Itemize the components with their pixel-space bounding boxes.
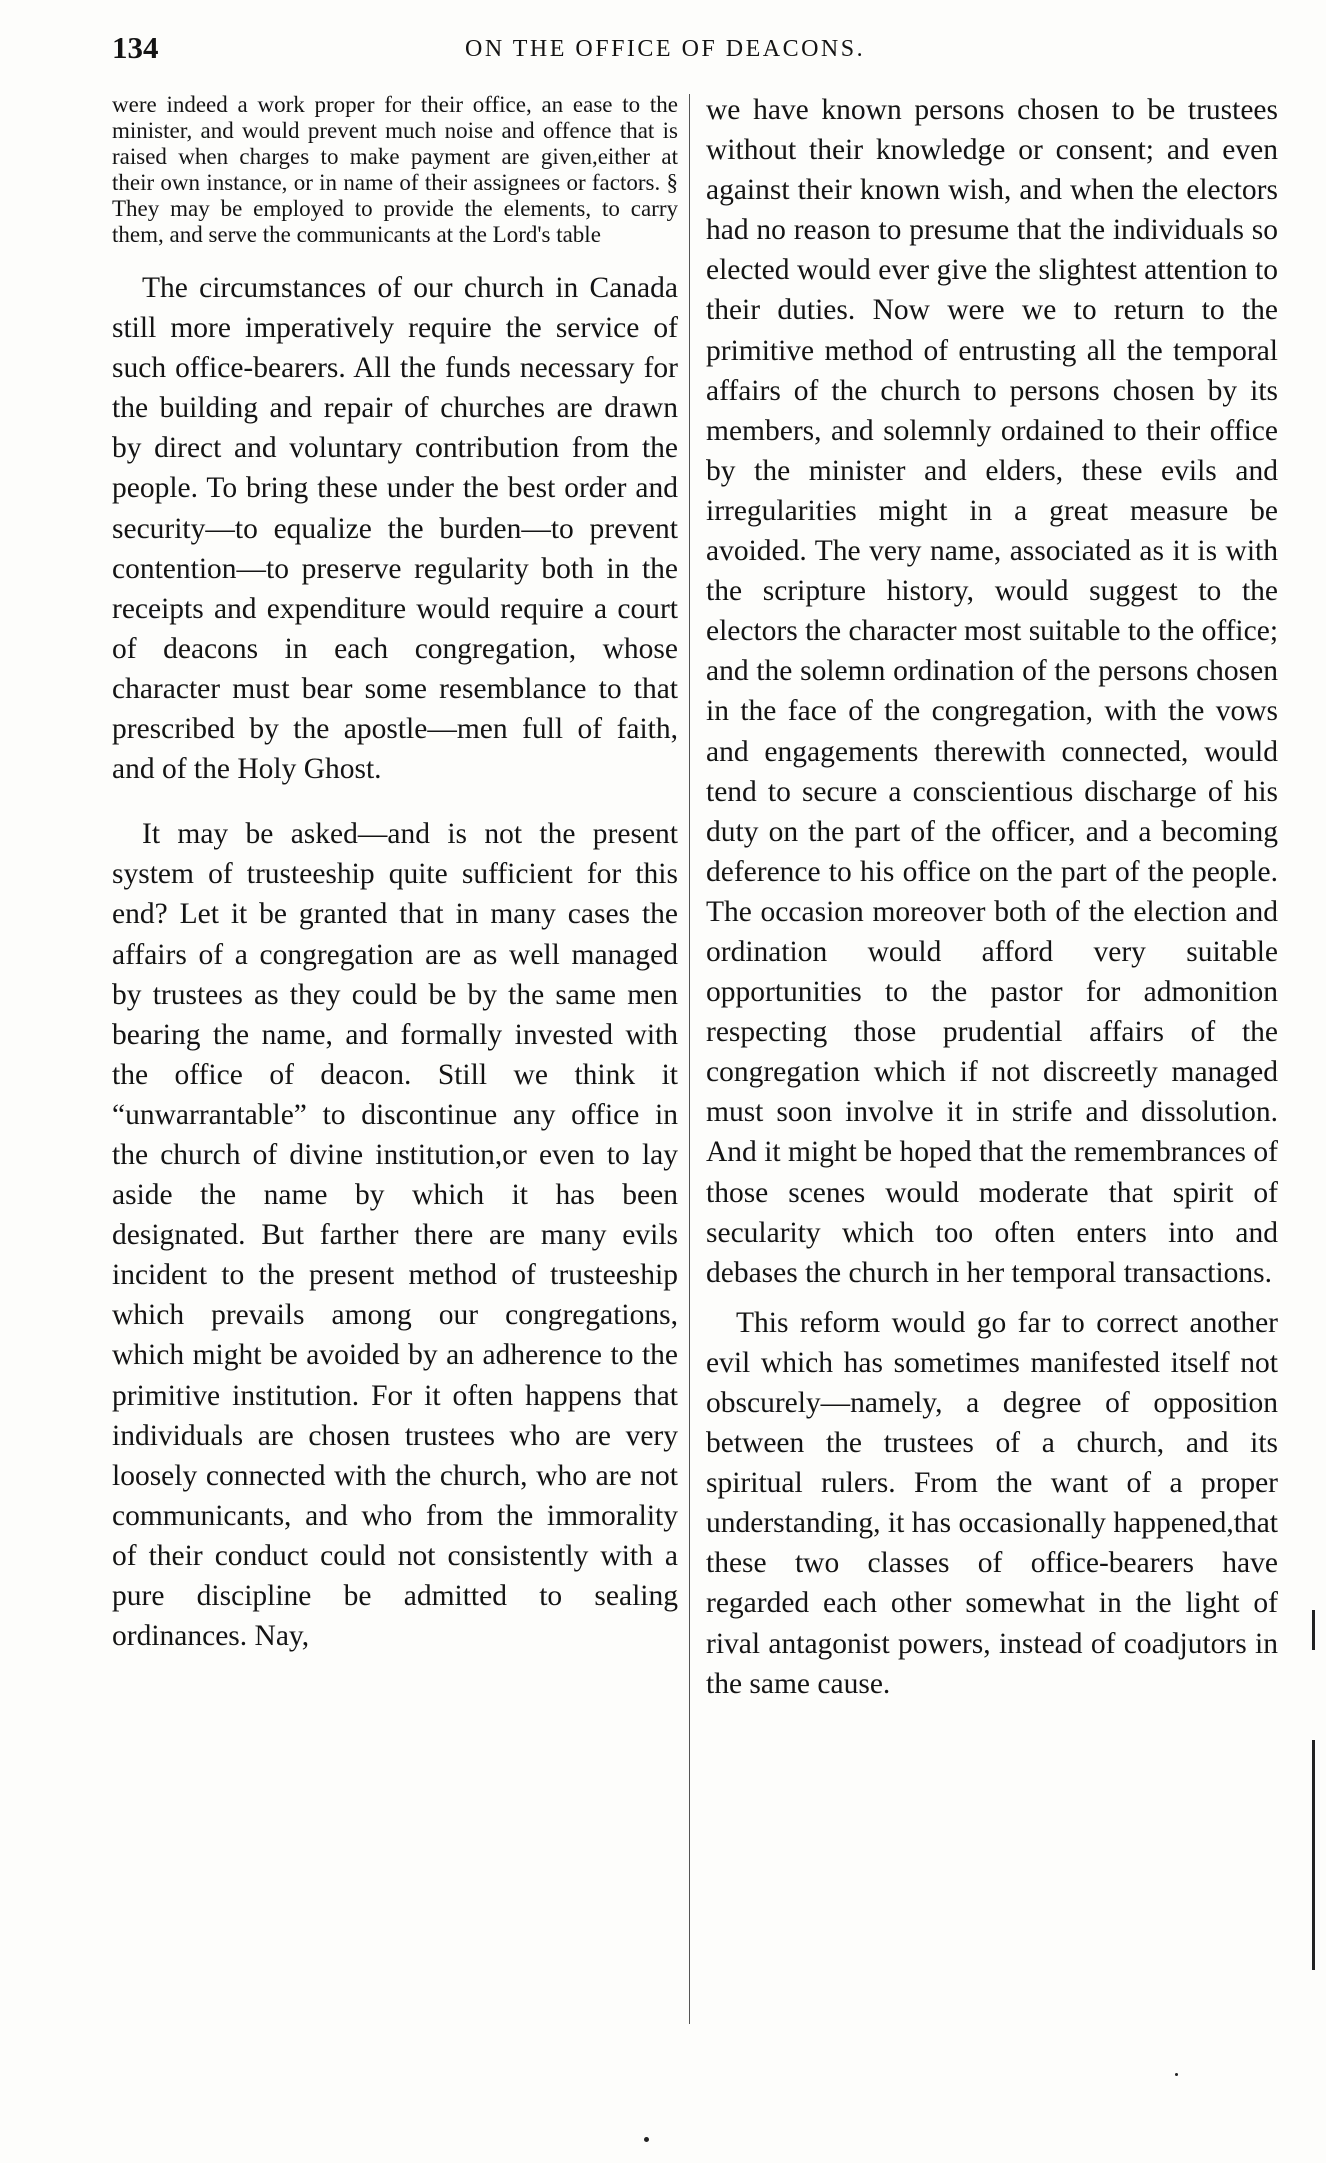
right-column	[706, 90, 1278, 1704]
scan-edge-mark	[1312, 1740, 1315, 1970]
column-divider	[689, 94, 690, 2024]
stray-ink-dot	[644, 2137, 649, 2142]
stray-ink-dot	[1175, 2073, 1178, 2076]
paragraph-trusteeship-question: It may be asked—and is not the present system of trusteeship quite sufficient for this end? Let it be granted that in many cases the affairs of a congregation are as well managed by trustees as they could be by the same men bearing the name, and formally invested with the office of deacon. Still we think it “unwarrantable” to discontinue any office in the church of divine institution,or even to lay aside the name by which it has been designated. But farther there are many evils incident to the present method of trusteeship which prevails among our congregations, which might be avoided by an adherence to the primitive institution. For it often happens that individuals are chosen trustees who are very loosely connected with the church, who are not communicants, and who from the immorality of their conduct could not consistently with a pure discipline be admitted to sealing ordinances. Nay,	[112, 818, 678, 1653]
paragraph-trustees-chosen: we have known persons chosen to be trustees without their knowledge or consent; and even against their known wish, and when the electors had no reason to presume that the individuals so elected would ever give the slightest attention to their duties. Now were we to return to the primitive method of entrusting all the temporal affairs of the church to persons chosen by its members, and solemnly ordained to their office by the minister and elders, these evils and irregularities might in a great measure be avoided. The very name, associated as it is with the scripture history, would suggest to the electors the character most suitable to the office; and the solemn ordination of the persons chosen in the face of the congregation, with the vows and engagements therewith connected, would tend to secure a conscientious discharge of his duty on the part of the officer, and a becoming deference to his office on the part of the people. The occasion moreover both of the election and ordination would afford very suitable opportunities to the pastor for admonition respecting those prudential affairs of the congregation which if not discreetly managed must soon involve it in strife and dissolution. And it might be hoped that the remembrances of those scenes would moderate that spirit of secularity which too often enters into and debases the church in her temporal transactions.	[706, 94, 1279, 1289]
left-column	[112, 92, 678, 1656]
scan-edge-mark	[1312, 1610, 1315, 1650]
paragraph-reform: This reform would go far to correct another evil which has sometimes manifested itself not obscurely—namely, a degree of opposition between the trustees of a church, and its spiritual rulers. From the want of a proper understanding, it has occasionally happened,that these two classes of office-bearers have regarded each other somewhat in the light of rival antagonist powers, instead of coadjutors in the same cause.	[706, 1306, 1278, 1700]
running-head: ON THE OFFICE OF DEACONS.	[465, 36, 866, 62]
paragraph-canada-circumstances: The circumstances of our church in Canada still more imperatively require the service of such office-bearers. All the funds necessary for the building and repair of churches are drawn by direct and voluntary contribution from the people. To bring these under the best order and security—to equalize the burden—to prevent contention—to preserve regularity both in the receipts and expenditure would require a court of deacons in each congregation, whose character must bear some resemblance to that prescribed by the apostle—men full of faith, and of the Holy Ghost.	[112, 272, 678, 786]
footnote-continuation: were indeed a work proper for their office, an ease to the minister, and would prevent much noise and offence that is raised when charges to make payment are given,either at their own instance, or in name of their assignees or factors. § They may be employed to provide the elements, to carry them, and serve the communicants at the Lord's table	[112, 92, 678, 247]
page-number: 134	[112, 30, 159, 65]
